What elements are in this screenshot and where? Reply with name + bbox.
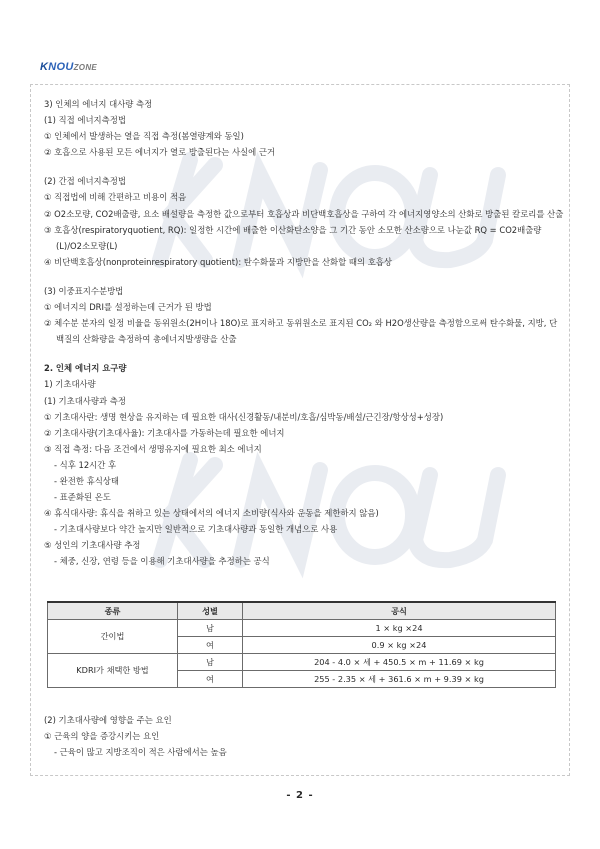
condition-item: - 표준화된 온도 xyxy=(54,492,111,503)
table-cell-formula: 1 × kg ×24 xyxy=(243,620,556,637)
list-item: ② 호흡으로 사용된 모든 에너지가 열로 방출된다는 사실에 근거 xyxy=(44,147,276,158)
list-note: - 체중, 신장, 연령 등을 이용해 기초대사량을 추정하는 공식 xyxy=(54,556,270,567)
table-header: 공식 xyxy=(243,602,556,620)
table-cell-sex: 남 xyxy=(178,654,243,671)
list-item: ① 근육의 양을 증강시키는 요인 xyxy=(44,731,160,742)
table-cell-formula: 255 - 2.35 × 세 + 361.6 × m + 9.39 × kg xyxy=(243,671,556,688)
table-cell-formula: 204 - 4.0 × 세 + 450.5 × m + 11.69 × kg xyxy=(243,654,556,671)
subsection-heading: (1) 직접 에너지측정법 xyxy=(44,115,126,126)
condition-item: - 완전한 휴식상태 xyxy=(54,475,119,486)
knouzone-logo xyxy=(40,55,110,71)
list-item: ① 인체에서 발생하는 열을 직접 측정(봄열량계와 동일) xyxy=(44,131,244,142)
list-note: - 근육이 많고 지방조직이 적은 사람에서는 높음 xyxy=(54,747,227,758)
subsection-heading: (2) 간접 에너지측정법 xyxy=(44,176,126,187)
list-item: ② 체수분 분자의 일정 비율을 동위원소(2H이나 18O)로 표지하고 동위원소로 표지된 CO₂ 와 H2O생산량을 측정함으로써 탄수화물, 지방, 단백질의 산화량을 측정하여 총에너지발생량을 산출 xyxy=(44,318,558,345)
logo-k: K xyxy=(40,61,49,73)
main-content xyxy=(44,96,564,570)
logo-nou: NOU xyxy=(48,61,74,73)
section-heading: 2. 인체 에너지 요구량 xyxy=(44,363,127,374)
factors-content xyxy=(44,712,564,760)
list-item: ① 에너지의 DRI를 설정하는데 근거가 된 방법 xyxy=(44,302,212,313)
list-item: ① 직접법에 비해 간편하고 비용이 적음 xyxy=(44,192,187,203)
list-item: ④ 휴식대사량: 휴식을 취하고 있는 상태에서의 에너지 소비량(식사와 운동을 제한하지 않음) xyxy=(44,508,379,519)
list-note: - 기초대사량보다 약간 높지만 일반적으로 기초대사량과 동일한 개념으로 사용 xyxy=(54,524,338,535)
condition-item: - 식후 12시간 후 xyxy=(54,459,117,470)
bmr-formula-table xyxy=(47,601,556,688)
table-header: 성별 xyxy=(178,602,243,620)
subsection-heading: 1) 기초대사량 xyxy=(44,379,96,390)
table-cell-sex: 여 xyxy=(178,637,243,654)
list-item: ③ 호흡상(respiratoryquotient, RQ): 일정한 시간에 배출한 이산화탄소양을 그 기간 동안 소모한 산소량으로 나눈값 RQ = CO2배출량(L)/O2소모량(L) xyxy=(44,224,542,251)
table-row xyxy=(48,654,556,671)
table-cell-type: KDRI가 채택한 방법 xyxy=(48,654,178,688)
table-header: 종류 xyxy=(48,602,178,620)
list-item: ⑤ 성인의 기초대사량 추정 xyxy=(44,540,141,551)
table-header-row xyxy=(48,602,556,620)
list-item: ② 기초대사량(기초대사율): 기초대사를 가동하는데 필요한 에너지 xyxy=(44,427,285,438)
list-item: ③ 직접 측정: 다음 조건에서 생명유지에 필요한 최소 에너지 xyxy=(44,443,262,454)
table-cell-type: 간이법 xyxy=(48,620,178,654)
subsection-heading: (2) 기초대사량에 영향을 주는 요인 xyxy=(44,715,172,725)
page-number: - 2 - xyxy=(286,790,314,801)
table-cell-sex: 여 xyxy=(178,671,243,688)
section-heading: 3) 인체의 에너지 대사량 측정 xyxy=(44,99,153,109)
list-item: ① 기초대사란: 생명 현상을 유지하는 데 필요한 대사(신경활동/내분비/호흡/심박동/배설/근긴장/항상성+성장) xyxy=(44,411,444,422)
subsection-heading: (3) 이중표지수분방법 xyxy=(44,285,124,296)
logo-zone: ZONE xyxy=(73,63,98,72)
table-cell-sex: 남 xyxy=(178,620,243,637)
list-item: ② O2소모량, CO2배출량, 요소 배설량을 측정한 값으로부터 호흡상과 비단백호흡상을 구하여 각 에너지영양소의 산화로 방출된 칼로리를 산출 xyxy=(44,208,564,219)
list-item: ④ 비단백호흡상(nonproteinrespiratory quotient): 탄수화물과 지방만을 산화할 때의 호흡상 xyxy=(44,256,392,267)
table-row xyxy=(48,620,556,637)
subsection-heading: (1) 기초대사량과 측정 xyxy=(44,395,126,406)
table-cell-formula: 0.9 × kg ×24 xyxy=(243,637,556,654)
